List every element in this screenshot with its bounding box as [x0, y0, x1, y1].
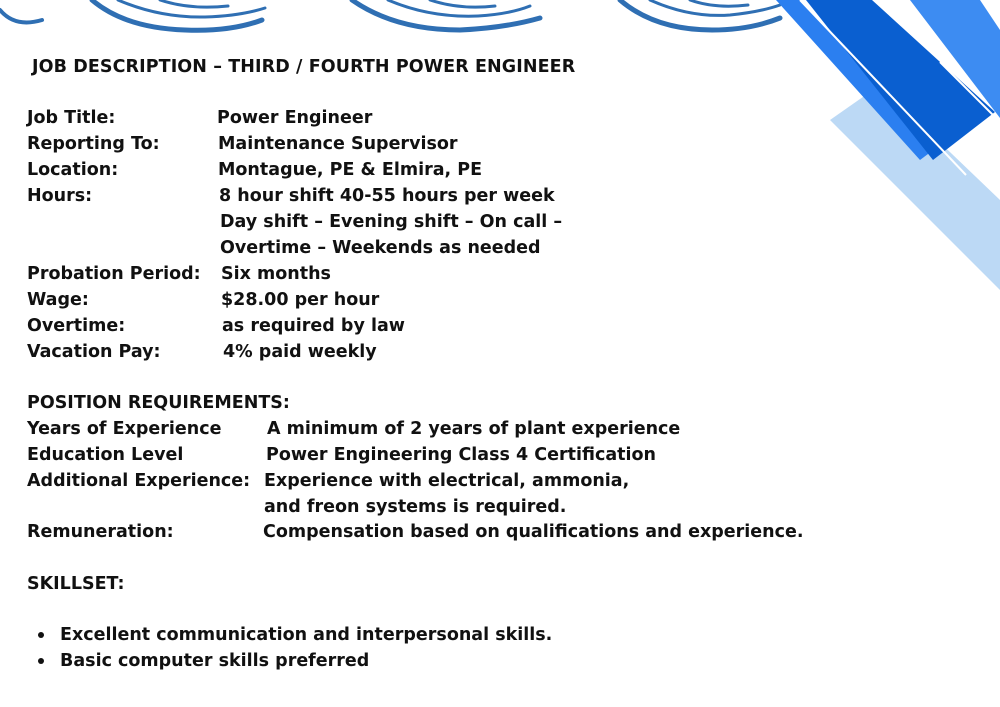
requirement-label: Education Level [27, 445, 184, 465]
location-label: Location: [27, 160, 119, 180]
skill-item: Excellent communication and interpersonal skills. [60, 625, 553, 645]
location-value: Montague, PE & Elmira, PE [218, 160, 483, 180]
requirement-label: Remuneration: [27, 522, 174, 542]
requirements-heading: POSITION REQUIREMENTS: [27, 393, 290, 413]
skillset-heading: SKILLSET: [27, 574, 125, 594]
hours-label: Hours: [27, 186, 93, 206]
requirement-label: Additional Experience: [27, 471, 251, 491]
requirement-label: Years of Experience [27, 419, 222, 439]
wage-value: $28.00 per hour [221, 290, 380, 310]
bullet-icon [38, 658, 44, 664]
hours-continuation: Overtime – Weekends as needed [220, 238, 541, 258]
overtime-value: as required by law [222, 316, 405, 336]
requirement-value: Power Engineering Class 4 Certification [266, 445, 656, 465]
vacation-pay-label: Vacation Pay: [27, 342, 161, 362]
wage-label: Wage: [27, 290, 89, 310]
hours-continuation: Day shift – Evening shift – On call – [220, 212, 563, 232]
vacation-pay-value: 4% paid weekly [223, 342, 377, 362]
job-title-value: Power Engineer [217, 108, 373, 128]
probation-label: Probation Period: [27, 264, 201, 284]
overtime-label: Overtime: [27, 316, 126, 336]
job-title-label: Job Title: [27, 108, 116, 128]
reporting-to-value: Maintenance Supervisor [218, 134, 458, 154]
hours-value: 8 hour shift 40-55 hours per week [219, 186, 555, 206]
document-title: JOB DESCRIPTION – THIRD / FOURTH POWER ENGINEER [32, 57, 576, 77]
bullet-icon [38, 632, 44, 638]
requirement-value: Compensation based on qualifications and experience. [263, 522, 804, 542]
reporting-to-label: Reporting To: [27, 134, 160, 154]
requirement-continuation: and freon systems is required. [264, 497, 567, 517]
requirement-value: A minimum of 2 years of plant experience [267, 419, 681, 439]
skill-item: Basic computer skills preferred [60, 651, 370, 671]
requirement-value: Experience with electrical, ammonia, [264, 471, 630, 491]
probation-value: Six months [221, 264, 331, 284]
